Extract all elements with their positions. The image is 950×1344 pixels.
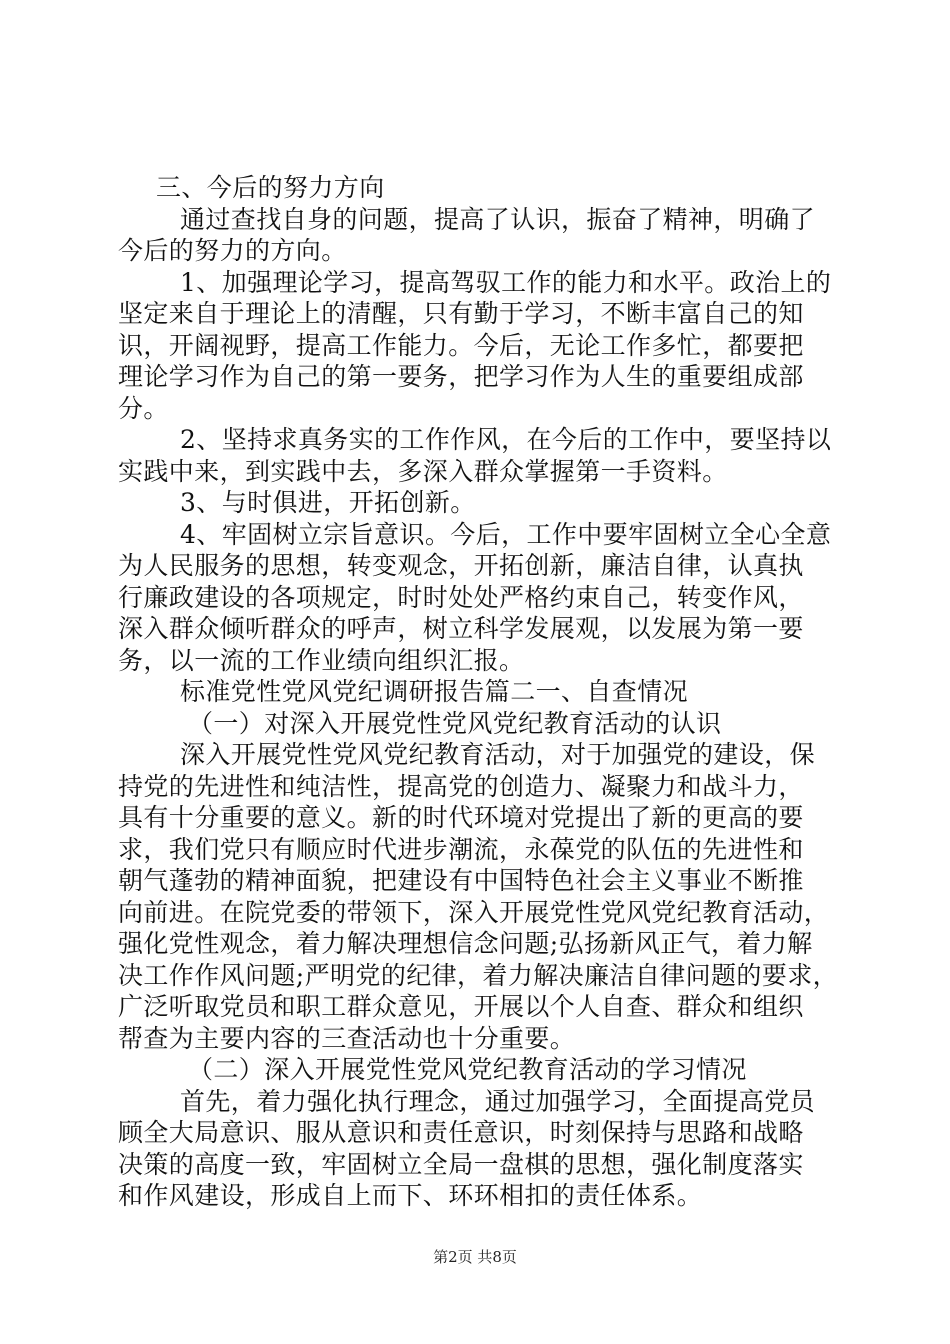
section-heading: 标准党性党风党纪调研报告篇二一、自查情况	[180, 677, 689, 706]
paragraph-line: 为人民服务的思想，转变观念，开拓创新，廉洁自律，认真执	[118, 551, 804, 580]
paragraph-line: 决策的高度一致，牢固树立全局一盘棋的思想，强化制度落实	[118, 1149, 804, 1179]
document-body	[118, 172, 838, 1212]
subsection-heading: （一）对深入开展党性党风党纪教育活动的认识	[188, 708, 722, 738]
paragraph-line: 3、与时俱进，开拓创新。	[180, 488, 476, 517]
paragraph-line: 实践中来，到实践中去，多深入群众掌握第一手资料。	[118, 456, 728, 486]
paragraph-line: 分。	[118, 393, 169, 423]
paragraph-line: 强化党性观念，着力解决理想信念问题;弘扬新风正气，着力解	[118, 929, 813, 958]
paragraph-line: 今后的努力的方向。	[118, 236, 347, 265]
paragraph-line: 坚定来自于理论上的清醒，只有勤于学习，不断丰富自己的知	[118, 299, 804, 328]
section-heading: 三、今后的努力方向	[156, 173, 385, 202]
subsection-heading: （二）深入开展党性党风党纪教育活动的学习情况	[188, 1055, 747, 1084]
paragraph-line: 和作风建设，形成自上而下、环环相扣的责任体系。	[118, 1181, 703, 1210]
paragraph-line: 具有十分重要的意义。新的时代环境对党提出了新的更高的要	[118, 803, 804, 832]
paragraph-line: 决工作作风问题;严明党的纪律，着力解决廉洁自律问题的要求，	[118, 960, 839, 990]
paragraph-line: 务，以一流的工作业绩向组织汇报。	[118, 645, 525, 675]
paragraph-line: 广泛听取党员和职工群众意见，开展以个人自查、群众和组织	[118, 992, 804, 1021]
paragraph-line: 识，开阔视野，提高工作能力。今后，无论工作多忙，都要把	[118, 330, 804, 360]
paragraph-line: 持党的先进性和纯洁性，提高党的创造力、凝聚力和战斗力，	[118, 771, 804, 801]
paragraph-line: 通过查找自身的问题，提高了认识，振奋了精神，明确了	[180, 204, 816, 234]
paragraph-line: 4、牢固树立宗旨意识。今后，工作中要牢固树立全心全意	[180, 519, 832, 549]
paragraph-line: 行廉政建设的各项规定，时时处处严格约束自己，转变作风，	[118, 582, 804, 612]
page-number-footer: 第2页 共8页	[433, 1248, 517, 1266]
paragraph-line: 朝气蓬勃的精神面貌，把建设有中国特色社会主义事业不断推	[118, 866, 804, 895]
paragraph-line: 首先，着力强化执行理念，通过加强学习，全面提高党员	[180, 1086, 816, 1116]
paragraph-line: 帮查为主要内容的三查活动也十分重要。	[118, 1023, 576, 1053]
paragraph-line: 向前进。在院党委的带领下，深入开展党性党风党纪教育活动，	[118, 897, 830, 927]
paragraph-line: 求，我们党只有顺应时代进步潮流，永葆党的队伍的先进性和	[118, 834, 804, 864]
paragraph-line: 理论学习作为自己的第一要务，把学习作为人生的重要组成部	[118, 362, 804, 391]
paragraph-line: 深入开展党性党风党纪教育活动，对于加强党的建设，保	[180, 740, 816, 769]
paragraph-line: 2、坚持求真务实的工作作风，在今后的工作中，要坚持以	[180, 425, 832, 454]
paragraph-line: 1、加强理论学习，提高驾驭工作的能力和水平。政治上的	[180, 267, 832, 297]
paragraph-line: 深入群众倾听群众的呼声，树立科学发展观，以发展为第一要	[118, 614, 804, 643]
paragraph-line: 顾全大局意识、服从意识和责任意识，时刻保持与思路和战略	[118, 1118, 804, 1147]
